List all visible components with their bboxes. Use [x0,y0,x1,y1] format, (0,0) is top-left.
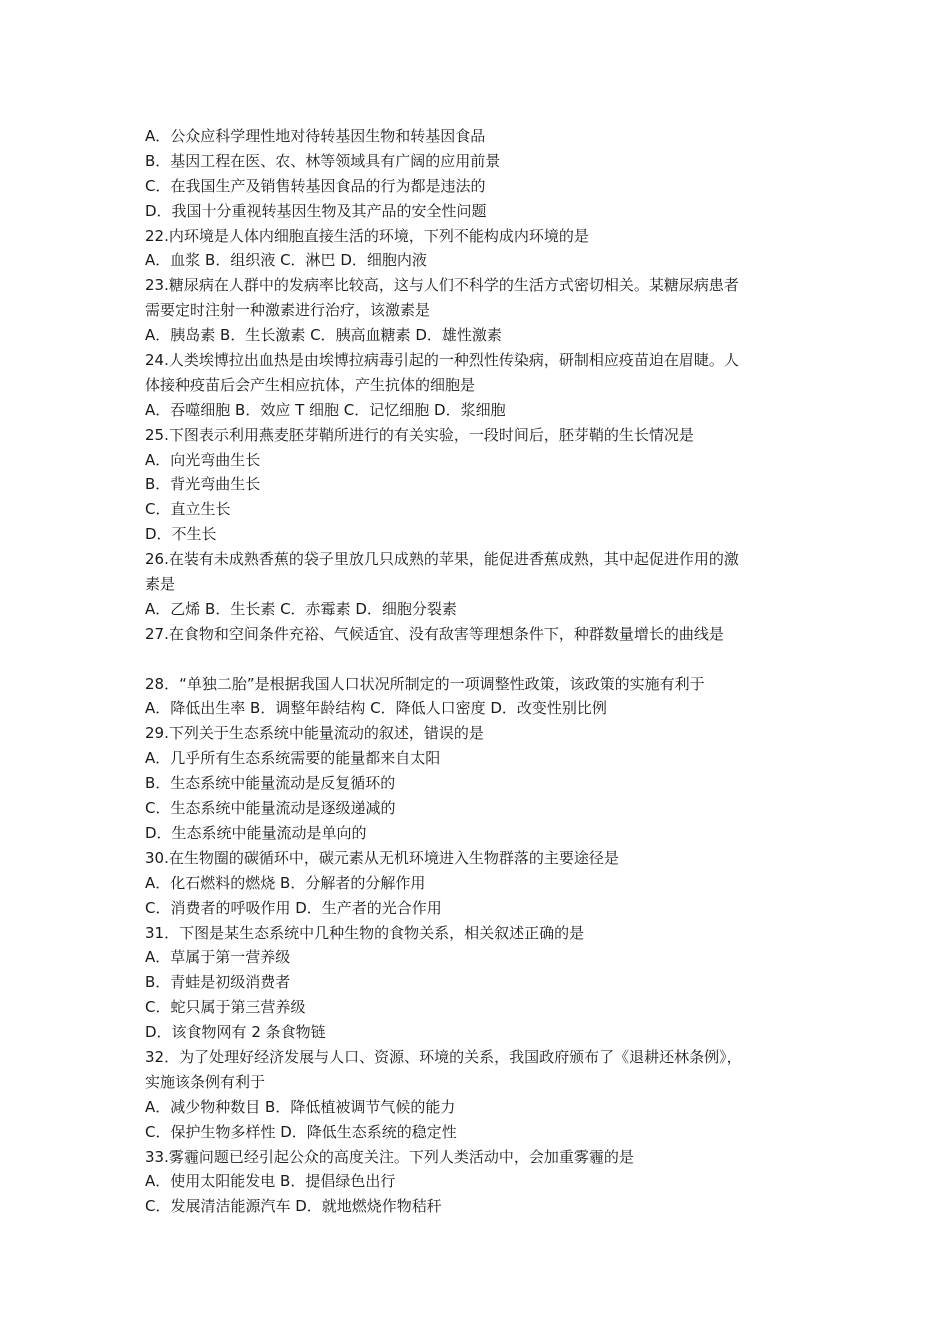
text-line: D．该食物网有 2 条食物链 [145,1023,326,1042]
text-line: D．生态系统中能量流动是单向的 [145,823,367,842]
text-line: B．背光弯曲生长 [145,475,261,494]
text-line: 32．为了处理好经济发展与人口、资源、环境的关系，我国政府颁布了《退耕还林条例》， [145,1047,742,1066]
text-line: B．青蛙是初级消费者 [145,973,291,992]
text-line: C．直立生长 [145,500,231,519]
text-line: 33.雾霾问题已经引起公众的高度关注。下列人类活动中，会加重雾霾的是 [145,1147,634,1166]
text-line: D．我国十分重视转基因生物及其产品的安全性问题 [145,201,487,220]
text-line: 体接种疫苗后会产生相应抗体，产生抗体的细胞是 [145,375,476,394]
text-line: B．基因工程在医、农、林等领域具有广阔的应用前景 [145,151,501,170]
text-line: A．公众应科学理性地对待转基因生物和转基因食品 [145,127,486,145]
text-line: 22.内环境是人体内细胞直接生活的环境，下列不能构成内环境的是 [145,226,589,245]
text-line: A．乙烯 B．生长素 C．赤霉素 D．细胞分裂素 [145,599,457,618]
text-line: A．降低出生率 B．调整年龄结构 C．降低人口密度 D．改变性别比例 [145,699,607,718]
text-line: A．胰岛素 B．生长激素 C．胰高血糖素 D．雄性激素 [145,326,502,345]
text-line: 25.下图表示利用燕麦胚芽鞘所进行的有关实验，一段时间后，胚芽鞘的生长情况是 [145,425,694,444]
text-line: A．使用太阳能发电 B．提倡绿色出行 [145,1172,396,1191]
text-line: 27.在食物和空间条件充裕、气候适宜、没有敌害等理想条件下，种群数量增长的曲线是 [145,624,724,643]
text-line: 23.糖尿病在人群中的发病率比较高，这与人们不科学的生活方式密切相关。某糖尿病患者 [145,276,739,295]
text-line: C．蛇只属于第三营养级 [145,998,306,1017]
text-line: B．生态系统中能量流动是反复循环的 [145,774,396,793]
text-line: C．发展清洁能源汽车 D．就地燃烧作物秸秆 [145,1197,442,1216]
text-line: 26.在装有未成熟香蕉的袋子里放几只成熟的苹果，能促进香蕉成熟，其中起促进作用的激 [145,550,739,569]
text-line: C．在我国生产及销售转基因食品的行为都是违法的 [145,176,486,195]
text-line: 实施该条例有利于 [145,1072,266,1091]
text-line: 30.在生物圈的碳循环中，碳元素从无机环境进入生物群落的主要途径是 [145,848,619,867]
text-line: C．保护生物多样性 D．降低生态系统的稳定性 [145,1122,457,1141]
text-line: A．化石燃料的燃烧 B．分解者的分解作用 [145,873,426,892]
text-line: C．生态系统中能量流动是逐级递减的 [145,799,396,818]
text-line: 28．“单独二胎”是根据我国人口状况所制定的一项调整性政策，该政策的实施有利于 [145,674,705,693]
text-line: A．向光弯曲生长 [145,450,261,469]
text-line: A．血浆 B．组织液 C．淋巴 D．细胞内液 [145,251,427,270]
text-line: 29.下列关于生态系统中能量流动的叙述，错误的是 [145,724,484,743]
text-line: 素是 [145,575,176,594]
text-line: A．草属于第一营养级 [145,948,291,967]
blank-line [145,647,825,672]
text-line: A．几乎所有生态系统需要的能量都来自太阳 [145,749,441,768]
document-body [145,124,825,1219]
text-line: 31．下图是某生态系统中几种生物的食物关系，相关叙述正确的是 [145,923,585,942]
text-line: 24.人类埃博拉出血热是由埃博拉病毒引起的一种烈性传染病，研制相应疫苗迫在眉睫。人 [145,351,739,370]
text-line: A．吞噬细胞 B．效应 T 细胞 C．记忆细胞 D．浆细胞 [145,400,506,419]
text-line: A．减少物种数目 B．降低植被调节气候的能力 [145,1097,456,1116]
text-line: C．消费者的呼吸作用 D．生产者的光合作用 [145,898,442,917]
text-line: D．不生长 [145,525,217,544]
text-line: 需要定时注射一种激素进行治疗，该激素是 [145,301,431,320]
